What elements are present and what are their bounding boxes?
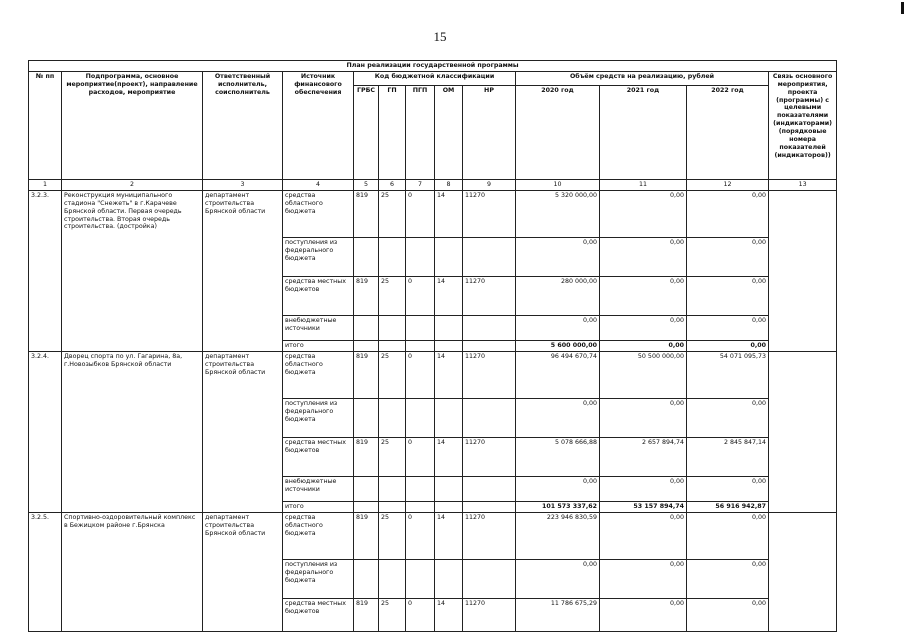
- amount-2020: 5 078 666,88: [516, 438, 600, 477]
- header-kbk: Код бюджетной классификации: [354, 72, 516, 86]
- page-number: 15: [433, 29, 447, 44]
- code-gp: 25: [379, 438, 406, 477]
- amount-2022: 0,00: [687, 277, 769, 316]
- total-2021: 0,00: [600, 341, 687, 352]
- source-label: поступления из федерального бюджета: [283, 238, 354, 277]
- source-label: средства местных бюджетов: [283, 277, 354, 316]
- source-label: средства областного бюджета: [283, 352, 354, 399]
- col-number: 8: [435, 180, 463, 191]
- amount-2022: 0,00: [687, 560, 769, 599]
- indicator-link: [769, 191, 837, 352]
- table-row: [29, 352, 837, 399]
- source-label: средства местных бюджетов: [283, 599, 354, 632]
- total-2022: 0,00: [687, 341, 769, 352]
- code-grbs: 819: [354, 191, 379, 238]
- source-label: средства областного бюджета: [283, 513, 354, 560]
- header-nr: НР: [463, 86, 516, 180]
- amount-2021: 0,00: [600, 277, 687, 316]
- activity-name: Реконструкция муниципального стадиона "Снежеть" в г.Карачеве Брянской области. Первая очередь строительства. Вторая очередь строительства. (достройка): [62, 191, 203, 352]
- header-pgp: ПГП: [406, 86, 435, 180]
- col-number: 13: [769, 180, 837, 191]
- code-gp: 25: [379, 599, 406, 632]
- amount-2020: 0,00: [516, 316, 600, 341]
- col-number: 12: [687, 180, 769, 191]
- amount-2020: 11 786 675,29: [516, 599, 600, 632]
- source-label: поступления из федерального бюджета: [283, 399, 354, 438]
- col-number: 4: [283, 180, 354, 191]
- amount-2021: 0,00: [600, 191, 687, 238]
- amount-2022: 2 845 847,14: [687, 438, 769, 477]
- activity-name: Спортивно-оздоровительный комплекс в Бежицком районе г.Брянска: [62, 513, 203, 632]
- amount-2020: 0,00: [516, 238, 600, 277]
- code-nr: 11270: [463, 277, 516, 316]
- edge-mark: [901, 2, 904, 14]
- code-pgp: 0: [406, 352, 435, 399]
- amount-2021: 0,00: [600, 238, 687, 277]
- executor: департамент строительства Брянской области: [203, 513, 283, 632]
- code-pgp: 0: [406, 599, 435, 632]
- code-om: 14: [435, 599, 463, 632]
- amount-2022: 0,00: [687, 599, 769, 632]
- amount-2020: 5 320 000,00: [516, 191, 600, 238]
- code-pgp: 0: [406, 513, 435, 560]
- code-pgp: 0: [406, 277, 435, 316]
- header-gp: ГП: [379, 86, 406, 180]
- amount-2021: 0,00: [600, 399, 687, 438]
- code-grbs: 819: [354, 277, 379, 316]
- amount-2020: 96 494 670,74: [516, 352, 600, 399]
- amount-2020: 223 946 830,59: [516, 513, 600, 560]
- code-gp: 25: [379, 513, 406, 560]
- table-row: [29, 513, 837, 560]
- amount-2022: 0,00: [687, 399, 769, 438]
- amount-2021: 0,00: [600, 560, 687, 599]
- amount-2022: 0,00: [687, 477, 769, 502]
- code-grbs: 819: [354, 513, 379, 560]
- code-grbs: 819: [354, 599, 379, 632]
- code-nr: 11270: [463, 438, 516, 477]
- total-2020: 101 573 337,62: [516, 502, 600, 513]
- col-number: 11: [600, 180, 687, 191]
- total-2021: 53 157 894,74: [600, 502, 687, 513]
- amount-2021: 0,00: [600, 513, 687, 560]
- source-label: итого: [283, 502, 354, 513]
- code-om: 14: [435, 352, 463, 399]
- code-om: 14: [435, 513, 463, 560]
- header-npp: № пп: [29, 72, 62, 180]
- amount-2022: 0,00: [687, 191, 769, 238]
- amount-2022: 54 071 095,73: [687, 352, 769, 399]
- program-plan-table: [28, 60, 837, 632]
- indicator-link: [769, 352, 837, 513]
- total-2022: 56 916 942,87: [687, 502, 769, 513]
- code-grbs: 819: [354, 438, 379, 477]
- col-number: 9: [463, 180, 516, 191]
- row-number: 3.2.5.: [29, 513, 62, 632]
- source-label: средства областного бюджета: [283, 191, 354, 238]
- amount-2020: 0,00: [516, 477, 600, 502]
- source-label: средства местных бюджетов: [283, 438, 354, 477]
- header-volume: Объём средств на реализацию, рублей: [516, 72, 769, 86]
- amount-2021: 0,00: [600, 316, 687, 341]
- header-year-2020: 2020 год: [516, 86, 600, 180]
- code-nr: 11270: [463, 599, 516, 632]
- amount-2022: 0,00: [687, 513, 769, 560]
- executor: департамент строительства Брянской области: [203, 352, 283, 513]
- amount-2021: 2 657 894,74: [600, 438, 687, 477]
- col-number: 10: [516, 180, 600, 191]
- header-subprogram: Подпрограмма, основное мероприятие(проект), направление расходов, мероприятие: [62, 72, 203, 180]
- code-gp: 25: [379, 191, 406, 238]
- code-nr: 11270: [463, 513, 516, 560]
- header-om: ОМ: [435, 86, 463, 180]
- code-gp: 25: [379, 352, 406, 399]
- amount-2021: 0,00: [600, 477, 687, 502]
- code-grbs: 819: [354, 352, 379, 399]
- header-executor: Ответственный исполнитель, соисполнитель: [203, 72, 283, 180]
- col-number: 2: [62, 180, 203, 191]
- code-om: 14: [435, 191, 463, 238]
- amount-2020: 0,00: [516, 560, 600, 599]
- amount-2021: 0,00: [600, 599, 687, 632]
- code-nr: 11270: [463, 191, 516, 238]
- source-label: итого: [283, 341, 354, 352]
- code-pgp: 0: [406, 438, 435, 477]
- code-gp: 25: [379, 277, 406, 316]
- executor: департамент строительства Брянской области: [203, 191, 283, 352]
- header-year-2022: 2022 год: [687, 86, 769, 180]
- col-number: 7: [406, 180, 435, 191]
- col-number: 5: [354, 180, 379, 191]
- header-grbs: ГРБС: [354, 86, 379, 180]
- activity-name: Дворец спорта по ул. Гагарина, 8а, г.Новозыбков Брянской области: [62, 352, 203, 513]
- amount-2020: 0,00: [516, 399, 600, 438]
- source-label: внебюджетные источники: [283, 316, 354, 341]
- amount-2022: 0,00: [687, 316, 769, 341]
- header-year-2021: 2021 год: [600, 86, 687, 180]
- col-number: 1: [29, 180, 62, 191]
- amount-2020: 280 000,00: [516, 277, 600, 316]
- table-title: План реализации государственной программы: [29, 61, 837, 72]
- code-nr: 11270: [463, 352, 516, 399]
- row-number: 3.2.3.: [29, 191, 62, 352]
- source-label: внебюджетные источники: [283, 477, 354, 502]
- column-number-row: [29, 180, 837, 191]
- col-number: 6: [379, 180, 406, 191]
- code-pgp: 0: [406, 191, 435, 238]
- col-number: 3: [203, 180, 283, 191]
- row-number: 3.2.4.: [29, 352, 62, 513]
- source-label: поступления из федерального бюджета: [283, 560, 354, 599]
- total-2020: 5 600 000,00: [516, 341, 600, 352]
- header-source: Источник финансового обеспечения: [283, 72, 354, 180]
- indicator-link: [769, 513, 837, 632]
- amount-2021: 50 500 000,00: [600, 352, 687, 399]
- code-om: 14: [435, 277, 463, 316]
- table-row: [29, 191, 837, 238]
- code-om: 14: [435, 438, 463, 477]
- amount-2022: 0,00: [687, 238, 769, 277]
- header-link: Связь основного мероприятия, проекта (программы) с целевыми показателями (индикаторами) (порядковые номера показателей (индикаторов)): [769, 72, 837, 180]
